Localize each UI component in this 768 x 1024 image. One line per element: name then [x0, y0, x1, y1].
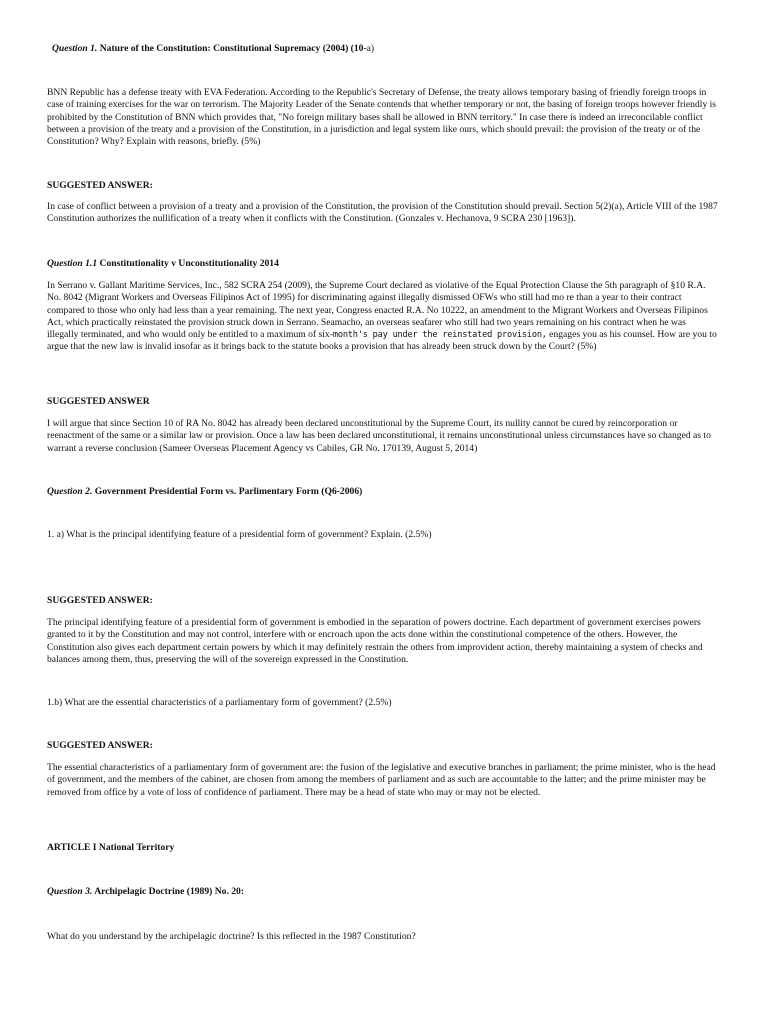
q1-title-end: a) [366, 43, 375, 54]
q11-answer-label: SUGGESTED ANSWER [47, 396, 150, 407]
q11-body-handwritten: month's pay under the reinstated provision, [332, 330, 547, 341]
q2-heading [47, 486, 719, 498]
q11-answer: I will argue that since Section 10 of RA No. 8042 has already been declared unconstitutional by the Supreme Court, its nullity cannot be cured by reincorporation or reenactment of the same or a similar law or provision. Once a law has been declared unconstitutional, it remains unconstitutional unless circumstances have so changed as to warrant a reverse conclusion (Sameer Overseas Placement Agency vs Cabiles, GR No. 170139, August 5, 2014) [47, 418, 711, 454]
q2b-question: 1.b) What are the essential characteristics of a parliamentary form of government? (2.5%) [47, 697, 392, 708]
q11-title: Constitutionality v Unconstitutionality 2014 [99, 258, 279, 269]
q2a-answer: The principal identifying feature of a presidential form of government is embodied in the separation of powers doctrine. Each department of government exercises powers granted to it by the Constitution and may not control, interfere with or encroach upon the acts done within the constitutional competence of the others. However, the Constitution also gives each department certain powers by which it may definitely restrain the others from improvident action, thereby maintaining a system of checks and balances among them, thus, preserving the will of the sovereign expressed in the Constitution. [47, 617, 703, 665]
q3-heading [47, 886, 719, 898]
q1-title: Nature of the Constitution: Constitutional Supremacy (2004) (10- [99, 43, 367, 54]
article-heading: ARTICLE I National Territory [47, 842, 175, 853]
q11-heading [47, 258, 719, 270]
q11-label: Question 1.1 [47, 258, 98, 269]
q1-answer: In case of conflict between a provision of a treaty and a provision of the Constitution, the provision of the Constitution should prevail. Section 5(2)(a), Article VIII of the 1987 Constitution authorizes the nullification of a treaty when it conflicts with the Constitution. (Gonzales v. Hechanova, 9 SCRA 230 [1963]). [47, 201, 718, 225]
q11-body-start: In Serrano v. Gallant Maritime Services, Inc., 582 SCRA 254 (2009), the Supreme Court declared as violative of the Equal Protection Clause the 5th paragraph of §10 R.A. No. 8042 (Migrant Workers and Overseas Filipinos Act of 1995) for discriminating against illegally dismissed OFWs who still had mo re than a year to their contract compared to those who only had less than a year remaining. The next year, Congress enacted R.A. No 10222, an amendment to the Migrant Workers and Overseas Filipinos Act, which practically reinstated the provision struck down in Serrano. Seamacho, an overseas seafarer who still had two years remaining on his contract when he was illegally terminated, and who would only be entitled to a maximum of six- [47, 280, 708, 341]
q1-answer-label: SUGGESTED ANSWER: [47, 180, 153, 191]
q3-title: Archipelagic Doctrine (1989) No. 20: [94, 886, 245, 897]
q1-body: BNN Republic has a defense treaty with EVA Federation. According to the Republic's Secretary of Defense, the treaty allows temporary basing of friendly foreign troops in case of training exercises for the war on terrorism. The Majority Leader of the Senate contends that whether temporary or not, the basing of foreign troops however friendly is prohibited by the Constitution of BNN which provides that, "No foreign military bases shall be allowed in BNN territory." In case there is indeed an irreconcilable conflict between a provision of the treaty and a provision of the Constitution, in a jurisdiction and legal system like ours, which should prevail: the provision of the treaty or of the Constitution? Why? Explain with reasons, briefly. (5%) [47, 87, 717, 148]
q3-question: What do you understand by the archipelagic doctrine? Is this reflected in the 1987 Constitution? [47, 931, 416, 942]
q3-label: Question 3. [47, 886, 93, 897]
q2a-answer-label: SUGGESTED ANSWER: [47, 595, 153, 606]
q11-body [47, 280, 719, 354]
q1-label: Question 1. [52, 43, 98, 54]
q11-body-end: engages you as his counsel. How are you to argue that the new law is invalid insofar as it brings back to the statute books a provision that has already been struck down by the Court? (5%) [47, 329, 717, 353]
q1-heading [52, 43, 724, 55]
q2b-answer: The essential characteristics of a parliamentary form of government are: the fusion of the legislative and executive branches in parliament; the prime minister, who is the head of government, and the members of the cabinet, are chosen from among the members of parliament and as such are accountable to the latter; and the prime minister may be removed from office by a vote of loss of confidence of parliament. There may be a head of state who may or may not be elected. [47, 762, 716, 798]
q2-label: Question 2. [47, 486, 93, 497]
q2a-question: 1. a) What is the principal identifying feature of a presidential form of government? Explain. (2.5%) [47, 529, 432, 540]
q2-title: Government Presidential Form vs. Parlimentary Form (Q6-2006) [94, 486, 363, 497]
q2b-answer-label: SUGGESTED ANSWER: [47, 740, 153, 751]
